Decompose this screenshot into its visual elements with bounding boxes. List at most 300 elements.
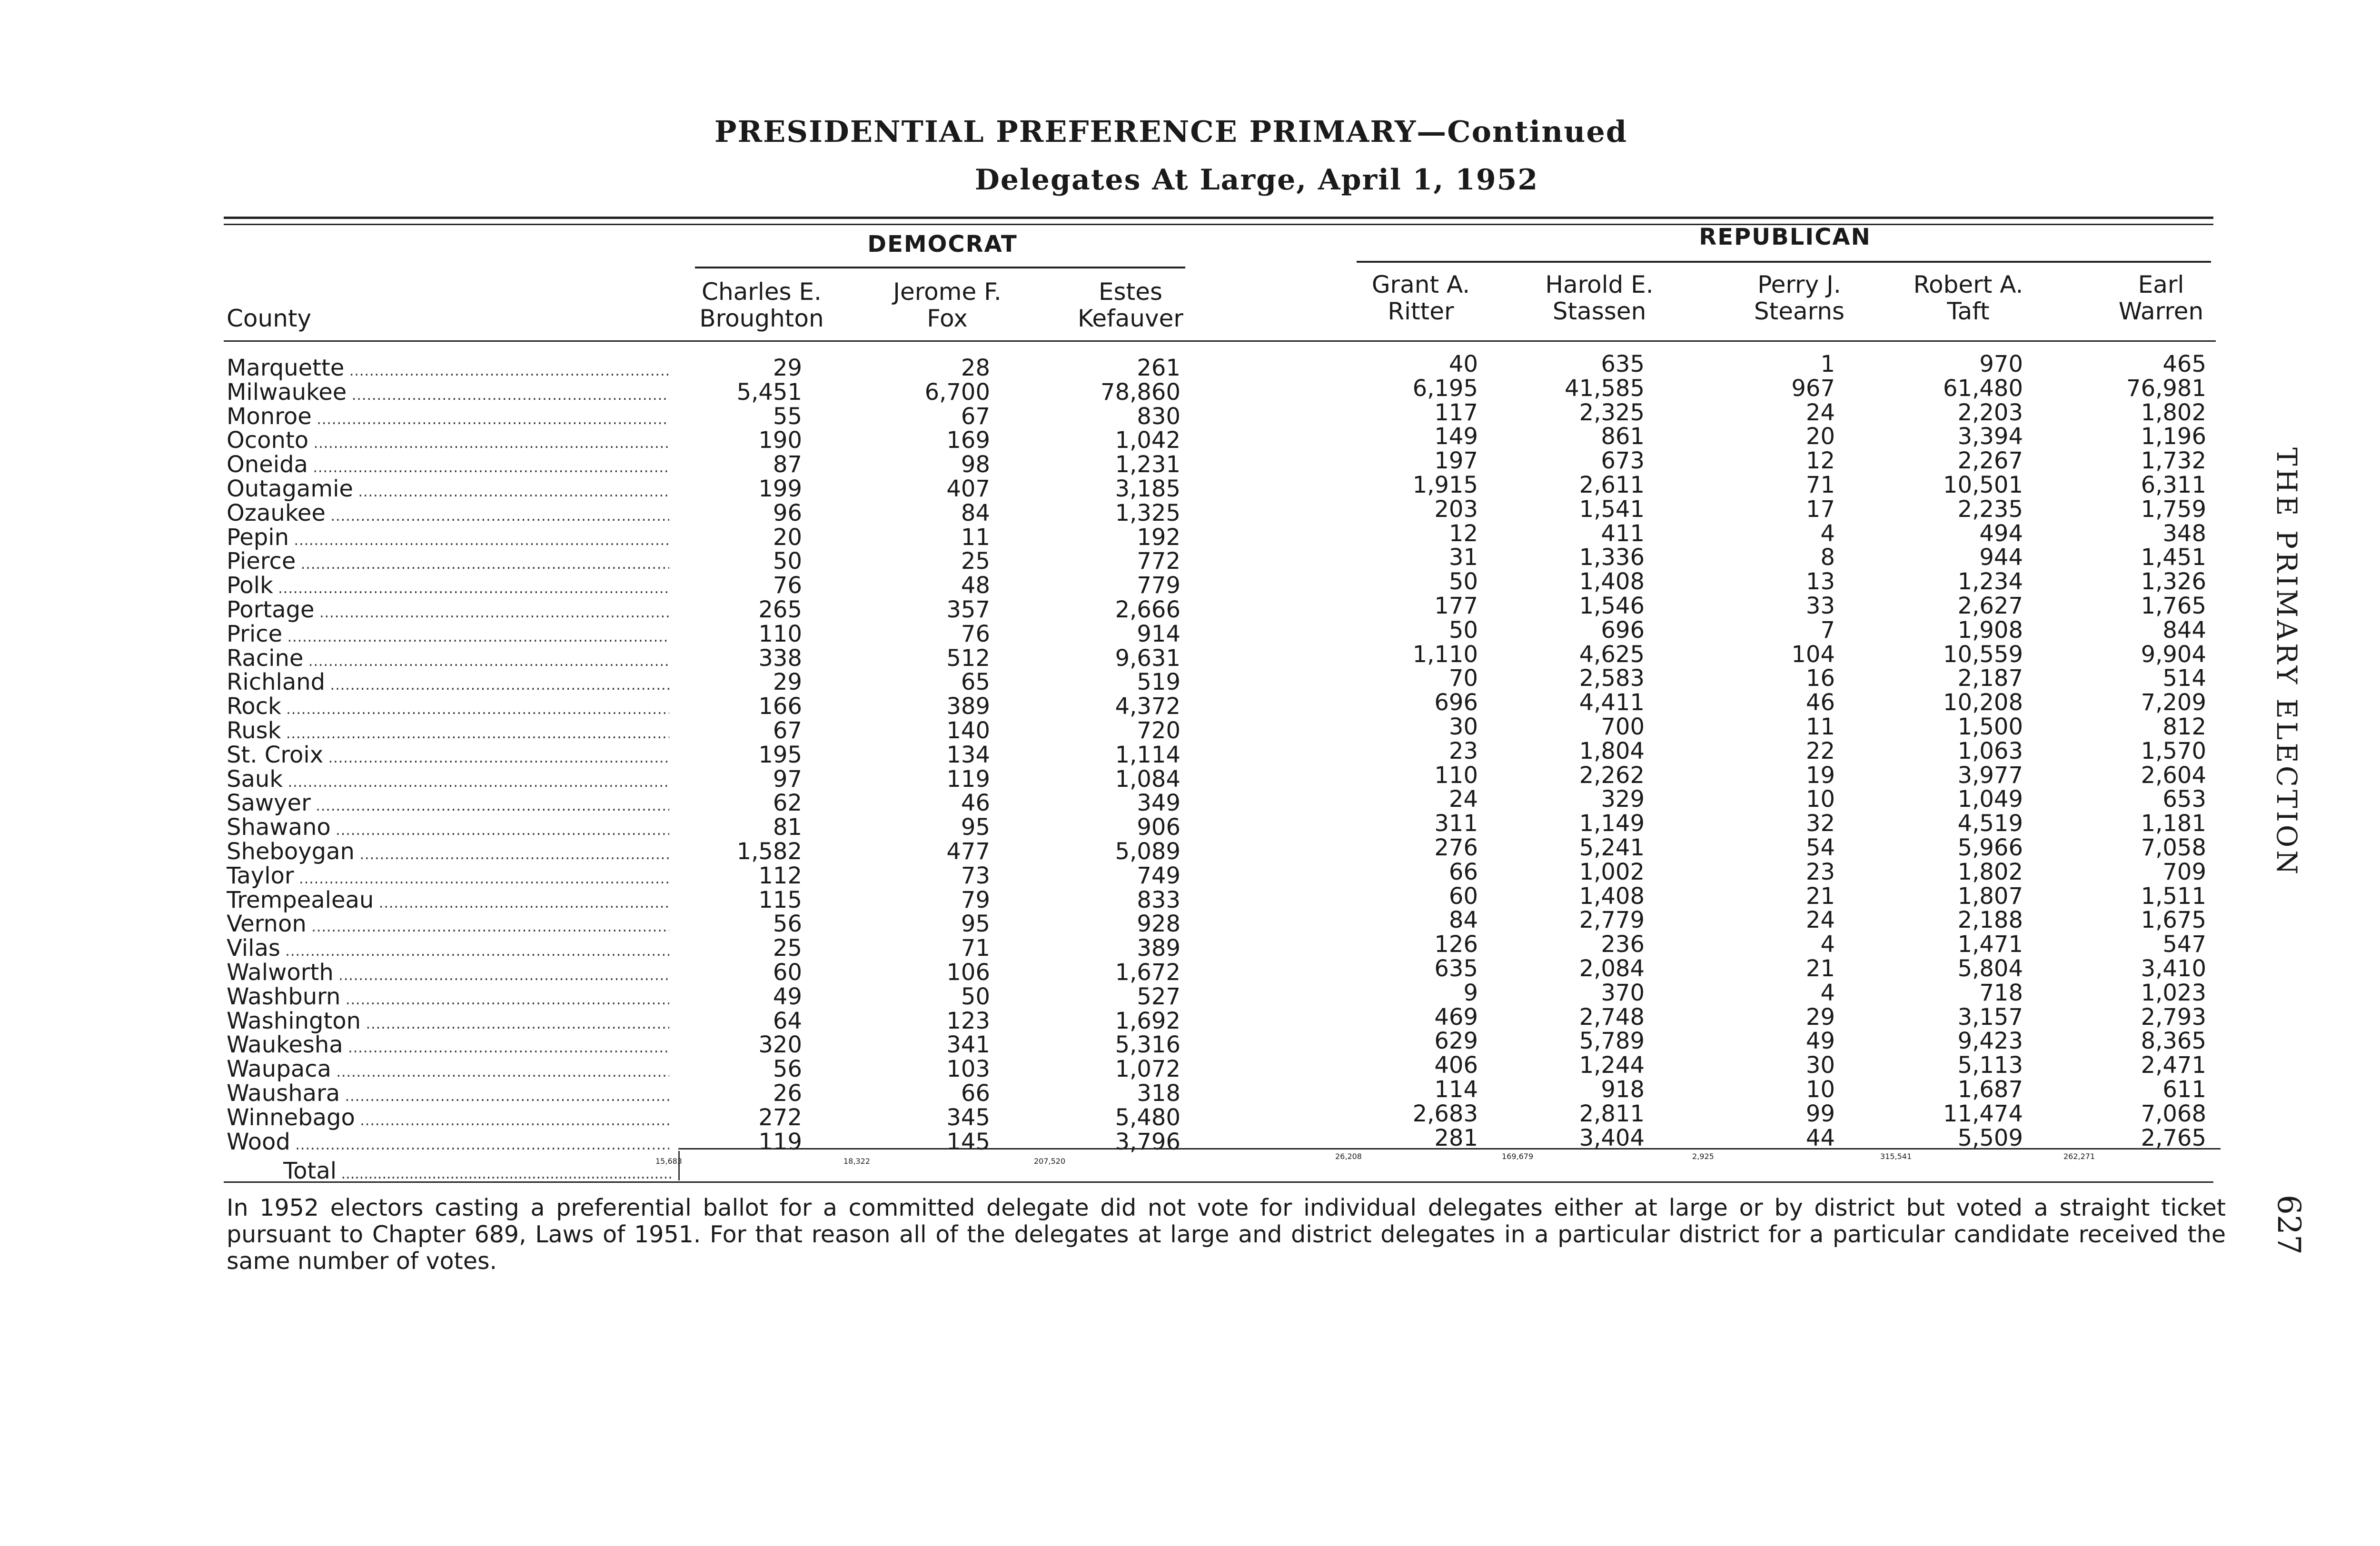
vote-cell: 6,700 — [924, 378, 990, 406]
vote-cell: 197 — [1434, 447, 1478, 475]
vote-cell: 9 — [1463, 979, 1478, 1006]
vote-cell: 1,807 — [1957, 882, 2023, 910]
vote-cell: 2,262 — [1579, 762, 1645, 789]
candidate-first-name: Grant A. — [1371, 271, 1470, 298]
vote-cell: 3,185 — [1115, 476, 1180, 502]
vote-cell: 177 — [1434, 593, 1478, 619]
vote-cell: 17 — [1805, 496, 1835, 523]
vote-cell: 60 — [773, 959, 802, 986]
vote-cell: 635 — [1601, 351, 1645, 377]
candidate-header — [1326, 271, 1516, 325]
vote-cell: 477 — [946, 838, 990, 865]
vote-cell: 5,451 — [736, 378, 802, 406]
county-name: Sawyer ..... — [227, 791, 669, 818]
vote-cell: 123 — [946, 1007, 990, 1034]
vote-cell: 329 — [1601, 786, 1645, 813]
vote-cell: 21 — [1805, 882, 1835, 910]
county-name: Shawano ..... — [227, 815, 669, 842]
vote-cell: 11 — [961, 524, 990, 551]
vote-cell: 2,611 — [1579, 472, 1645, 498]
vote-cell: 1,196 — [2141, 423, 2206, 450]
vote-cell: 16 — [1805, 665, 1835, 692]
vote-cell: 97 — [773, 765, 802, 793]
group-header-republican: REPUBLICAN — [1699, 224, 1871, 250]
vote-cell: 190 — [758, 427, 802, 454]
vote-cell: 20 — [773, 524, 802, 551]
vote-cell: 19 — [1805, 762, 1835, 789]
vote-cell: 2,267 — [1957, 447, 2023, 475]
vote-cell: 1,908 — [1957, 616, 2023, 644]
total-cell: 2,925 — [1692, 1152, 1714, 1161]
vote-cell: 112 — [758, 862, 802, 889]
vote-cell: 3,410 — [2141, 955, 2206, 982]
vote-cell: 261 — [1137, 355, 1180, 381]
vote-cell: 844 — [2162, 616, 2206, 644]
vote-cell: 10,559 — [1943, 641, 2023, 668]
vote-cell: 44 — [1805, 1124, 1835, 1151]
vote-cell: 4,411 — [1579, 689, 1645, 716]
vote-cell: 30 — [1805, 1052, 1835, 1079]
vote-cell: 95 — [961, 911, 990, 938]
vote-cell: 84 — [961, 499, 990, 526]
vote-cell: 25 — [961, 548, 990, 575]
vote-cell: 653 — [2162, 786, 2206, 813]
total-cell: 262,271 — [2063, 1152, 2095, 1161]
candidate-first-name: Jerome F. — [893, 278, 1002, 306]
candidate-first-name: Estes — [1098, 278, 1163, 306]
vote-cell: 320 — [758, 1031, 802, 1059]
total-cell: 18,322 — [843, 1157, 870, 1166]
county-name: Monroe ..... — [227, 405, 669, 432]
county-name: Wood ..... — [227, 1130, 669, 1157]
vote-cell: 861 — [1601, 423, 1645, 450]
candidate-first-name: Perry J. — [1757, 271, 1841, 298]
vote-cell: 99 — [1805, 1100, 1835, 1127]
candidate-last-name: Stearns — [1754, 297, 1845, 325]
vote-cell: 10 — [1805, 786, 1835, 813]
vote-cell: 12 — [1805, 447, 1835, 475]
vote-cell: 709 — [2162, 858, 2206, 885]
candidate-last-name: Stassen — [1552, 297, 1646, 325]
vote-cell: 370 — [1601, 979, 1645, 1006]
vote-cell: 119 — [758, 1128, 802, 1155]
candidate-header — [666, 278, 857, 332]
vote-cell: 46 — [961, 790, 990, 817]
vote-cell: 67 — [961, 403, 990, 430]
county-name: Sauk ..... — [227, 767, 669, 794]
vote-cell: 40 — [1448, 351, 1478, 377]
vote-cell: 71 — [1805, 472, 1835, 498]
vote-cell: 512 — [946, 644, 990, 672]
vote-cell: 7,068 — [2141, 1100, 2206, 1127]
candidate-header — [852, 278, 1042, 332]
vote-cell: 50 — [961, 983, 990, 1010]
total-cell: 169,679 — [1502, 1152, 1534, 1161]
vote-cell: 5,509 — [1957, 1124, 2023, 1151]
vote-cell: 281 — [1434, 1124, 1478, 1151]
vote-cell: 20 — [1805, 423, 1835, 450]
vote-cell: 3,157 — [1957, 1003, 2023, 1031]
vote-cell: 49 — [773, 983, 802, 1010]
vote-cell: 10 — [1805, 1076, 1835, 1103]
vote-cell: 1,732 — [2141, 447, 2206, 475]
vote-cell: 918 — [1601, 1076, 1645, 1103]
vote-cell: 2,604 — [2141, 762, 2206, 789]
county-name: Portage ..... — [227, 598, 669, 625]
vote-cell: 66 — [961, 1080, 990, 1107]
vote-cell: 114 — [1434, 1076, 1478, 1103]
vote-cell: 673 — [1601, 447, 1645, 475]
vote-cell: 1,759 — [2141, 496, 2206, 523]
vote-cell: 1,336 — [1579, 544, 1645, 571]
vote-cell: 2,471 — [2141, 1052, 2206, 1079]
vote-cell: 1,570 — [2141, 737, 2206, 764]
vote-cell: 8 — [1820, 544, 1835, 571]
vote-cell: 311 — [1434, 810, 1478, 837]
vote-cell: 106 — [946, 959, 990, 986]
vote-cell: 4 — [1820, 931, 1835, 958]
county-name: Washburn ..... — [227, 985, 669, 1012]
vote-cell: 519 — [1137, 669, 1180, 696]
vote-cell: 1,110 — [1412, 641, 1478, 668]
candidate-last-name: Broughton — [699, 305, 824, 332]
vote-cell: 1,234 — [1957, 568, 2023, 595]
vote-cell: 29 — [773, 669, 802, 696]
vote-cell: 134 — [946, 741, 990, 768]
title-subtitle: Delegates At Large, April 1, 1952 — [974, 163, 1539, 197]
county-name: Oconto ..... — [227, 428, 669, 456]
vote-cell: 192 — [1137, 524, 1180, 551]
vote-cell: 1,802 — [2141, 399, 2206, 426]
vote-cell: 12 — [1448, 520, 1478, 547]
vote-cell: 61,480 — [1943, 375, 2023, 402]
vote-cell: 2,084 — [1579, 955, 1645, 982]
county-name: Sheboygan ..... — [227, 840, 669, 867]
vote-cell: 1,149 — [1579, 810, 1645, 837]
vote-cell: 2,811 — [1579, 1100, 1645, 1127]
vote-cell: 1,181 — [2141, 810, 2206, 837]
vote-cell: 96 — [773, 499, 802, 526]
page-number: 627 — [2271, 1195, 2307, 1255]
candidate-header — [1504, 271, 1695, 325]
vote-cell: 10,501 — [1943, 472, 2023, 498]
county-name: Walworth ..... — [227, 961, 669, 988]
county-name: Rusk ..... — [227, 719, 669, 746]
county-name: Vernon ..... — [227, 912, 669, 939]
vote-cell: 830 — [1137, 403, 1180, 430]
vote-cell: 944 — [1979, 544, 2023, 571]
vote-cell: 1,582 — [736, 838, 802, 865]
vote-cell: 4 — [1820, 520, 1835, 547]
vote-cell: 349 — [1137, 790, 1180, 817]
candidate-last-name: Ritter — [1388, 297, 1454, 325]
vote-cell: 21 — [1805, 955, 1835, 982]
vote-cell: 345 — [946, 1104, 990, 1131]
candidate-last-name: Taft — [1947, 297, 1990, 325]
vote-cell: 65 — [961, 669, 990, 696]
total-cell: 26,208 — [1335, 1152, 1362, 1161]
vote-cell: 76 — [961, 620, 990, 647]
vote-cell: 22 — [1805, 737, 1835, 764]
vote-cell: 2,627 — [1957, 593, 2023, 619]
county-name: Vilas ..... — [227, 936, 669, 963]
candidate-first-name: Earl — [2138, 271, 2184, 298]
vote-cell: 406 — [1434, 1052, 1478, 1079]
vote-cell: 26 — [773, 1080, 802, 1107]
vote-cell: 236 — [1601, 931, 1645, 958]
vote-cell: 494 — [1979, 520, 2023, 547]
vote-cell: 9,904 — [2141, 641, 2206, 668]
vote-cell: 23 — [1805, 858, 1835, 885]
county-name: Taylor ..... — [227, 864, 669, 891]
vote-cell: 3,977 — [1957, 762, 2023, 789]
county-name: Oneida ..... — [227, 453, 669, 480]
page-title — [0, 114, 2380, 197]
vote-cell: 126 — [1434, 931, 1478, 958]
vote-cell: 5,089 — [1115, 838, 1180, 865]
vote-cell: 24 — [1805, 907, 1835, 934]
vote-cell: 1,765 — [2141, 593, 2206, 619]
vote-cell: 2,666 — [1115, 596, 1180, 623]
vote-cell: 5,113 — [1957, 1052, 2023, 1079]
vote-cell: 33 — [1805, 593, 1835, 619]
vote-cell: 2,748 — [1579, 1003, 1645, 1031]
candidate-header — [1873, 271, 2063, 325]
vote-cell: 28 — [961, 355, 990, 381]
total-left-divider — [678, 1151, 680, 1180]
vote-cell: 348 — [2162, 520, 2206, 547]
republican-underline — [1357, 261, 2211, 263]
county-name: Ozaukee ..... — [227, 501, 669, 528]
vote-cell: 67 — [773, 717, 802, 744]
vote-cell: 5,804 — [1957, 955, 2023, 982]
county-name: Price ..... — [227, 622, 669, 649]
group-header-democrat: DEMOCRAT — [867, 231, 1018, 258]
vote-cell: 56 — [773, 1056, 802, 1083]
vote-cell: 73 — [961, 862, 990, 889]
vote-cell: 1,672 — [1115, 959, 1180, 986]
vote-cell: 110 — [758, 620, 802, 647]
vote-cell: 199 — [758, 476, 802, 502]
vote-cell: 60 — [1448, 882, 1478, 910]
vote-cell: 928 — [1137, 911, 1180, 938]
vote-cell: 76 — [773, 572, 802, 599]
vote-cell: 318 — [1137, 1080, 1180, 1107]
vote-cell: 2,188 — [1957, 907, 2023, 934]
vote-cell: 48 — [961, 572, 990, 599]
vote-cell: 71 — [961, 935, 990, 962]
vote-cell: 95 — [961, 814, 990, 841]
vote-cell: 2,779 — [1579, 907, 1645, 934]
vote-cell: 4,372 — [1115, 693, 1180, 720]
vote-cell: 1,002 — [1579, 858, 1645, 885]
vote-cell: 23 — [1448, 737, 1478, 764]
vote-cell: 32 — [1805, 810, 1835, 837]
vote-cell: 389 — [1137, 935, 1180, 962]
vote-cell: 833 — [1137, 886, 1180, 913]
vote-cell: 1,084 — [1115, 765, 1180, 793]
county-name: Milwaukee ..... — [227, 380, 669, 407]
vote-cell: 779 — [1137, 572, 1180, 599]
vote-cell: 5,789 — [1579, 1028, 1645, 1055]
candidate-first-name: Charles E. — [702, 278, 822, 306]
top-rule — [224, 217, 2213, 219]
vote-cell: 87 — [773, 451, 802, 478]
table-row — [0, 1124, 2237, 1155]
vote-cell: 31 — [1448, 544, 1478, 571]
vote-cell: 1,244 — [1579, 1052, 1645, 1079]
vote-cell: 41,585 — [1565, 375, 1645, 402]
vote-cell: 1,326 — [2141, 568, 2206, 595]
vote-cell: 547 — [2162, 931, 2206, 958]
vote-cell: 110 — [1434, 762, 1478, 789]
democrat-underline — [695, 267, 1185, 268]
candidate-last-name: Warren — [2118, 297, 2204, 325]
vote-cell: 2,235 — [1957, 496, 2023, 523]
vote-cell: 2,583 — [1579, 665, 1645, 692]
vote-cell: 4 — [1820, 979, 1835, 1006]
county-name: St. Croix ..... — [227, 743, 669, 770]
candidate-last-name: Fox — [927, 305, 968, 332]
vote-cell: 1,802 — [1957, 858, 2023, 885]
county-name: Waushara ..... — [227, 1081, 669, 1109]
vote-cell: 967 — [1791, 375, 1835, 402]
county-name: Rock ..... — [227, 694, 669, 722]
vote-cell: 1,408 — [1579, 882, 1645, 910]
candidate-header — [1035, 278, 1226, 332]
county-name: Racine ..... — [227, 646, 669, 674]
vote-cell: 772 — [1137, 548, 1180, 575]
vote-cell: 357 — [946, 596, 990, 623]
vote-cell: 1,511 — [2141, 882, 2206, 910]
vote-cell: 2,683 — [1412, 1100, 1478, 1127]
vote-cell: 140 — [946, 717, 990, 744]
vote-cell: 104 — [1791, 641, 1835, 668]
candidate-header — [2066, 271, 2256, 325]
vote-cell: 276 — [1434, 834, 1478, 861]
vote-cell: 2,325 — [1579, 399, 1645, 426]
total-label: Total ..... — [283, 1159, 674, 1186]
vote-cell: 1,063 — [1957, 737, 2023, 764]
vote-cell: 1,687 — [1957, 1076, 2023, 1103]
vote-cell: 203 — [1434, 496, 1478, 523]
vote-cell: 70 — [1448, 665, 1478, 692]
vote-cell: 9,423 — [1957, 1028, 2023, 1055]
county-name: Outagamie ..... — [227, 477, 669, 504]
candidate-first-name: Harold E. — [1545, 271, 1654, 298]
vote-cell: 272 — [758, 1104, 802, 1131]
county-name: Trempealeau ..... — [227, 888, 669, 915]
vote-cell: 629 — [1434, 1028, 1478, 1055]
vote-cell: 195 — [758, 741, 802, 768]
vote-cell: 635 — [1434, 955, 1478, 982]
vote-cell: 6,311 — [2141, 472, 2206, 498]
vote-cell: 5,316 — [1115, 1031, 1180, 1059]
vote-cell: 1,915 — [1412, 472, 1478, 498]
vote-cell: 4,625 — [1579, 641, 1645, 668]
vote-cell: 718 — [1979, 979, 2023, 1006]
vote-cell: 2,765 — [2141, 1124, 2206, 1151]
vote-cell: 66 — [1448, 858, 1478, 885]
vote-cell: 906 — [1137, 814, 1180, 841]
header-rule — [224, 340, 2216, 342]
vote-cell: 119 — [946, 765, 990, 793]
county-name: Marquette ..... — [227, 356, 669, 383]
vote-cell: 700 — [1601, 714, 1645, 740]
vote-cell: 720 — [1137, 717, 1180, 744]
vote-cell: 169 — [946, 427, 990, 454]
vote-cell: 469 — [1434, 1003, 1478, 1031]
county-name: Winnebago ..... — [227, 1106, 669, 1133]
vote-cell: 46 — [1805, 689, 1835, 716]
county-column-header: County — [227, 305, 312, 332]
vote-cell: 527 — [1137, 983, 1180, 1010]
vote-cell: 13 — [1805, 568, 1835, 595]
county-name: Waukesha ..... — [227, 1033, 669, 1060]
vote-cell: 1,042 — [1115, 427, 1180, 454]
total-cell: 15,683 — [655, 1157, 682, 1166]
vote-cell: 1,471 — [1957, 931, 2023, 958]
vote-cell: 166 — [758, 693, 802, 720]
vote-cell: 78,860 — [1101, 378, 1180, 406]
vote-cell: 9,631 — [1115, 644, 1180, 672]
vote-cell: 1,049 — [1957, 786, 2023, 813]
title-main: PRESIDENTIAL PREFERENCE PRIMARY—Continued — [714, 114, 1628, 149]
vote-cell: 76,981 — [2126, 375, 2206, 402]
vote-cell: 1 — [1820, 351, 1835, 377]
vote-cell: 1,546 — [1579, 593, 1645, 619]
vote-cell: 970 — [1979, 351, 2023, 377]
vote-cell: 11 — [1805, 714, 1835, 740]
vote-cell: 3,404 — [1579, 1124, 1645, 1151]
county-name: Waupaca ..... — [227, 1057, 669, 1084]
vote-cell: 914 — [1137, 620, 1180, 647]
vote-cell: 696 — [1601, 616, 1645, 644]
candidate-first-name: Robert A. — [1913, 271, 2023, 298]
vote-cell: 749 — [1137, 862, 1180, 889]
vote-cell: 1,451 — [2141, 544, 2206, 571]
vote-cell: 10,208 — [1943, 689, 2023, 716]
footnote: In 1952 electors casting a preferential ballot for a committed delegate did not vote for individual delegates either at large or by district but voted a straight ticket pursuant to Chapter 689, Laws of 1951. For that reason all of the delegates at large and district delegates in a particular district for a particular candidate received the same number of votes. — [227, 1194, 2226, 1275]
county-name: Pepin ..... — [227, 525, 669, 553]
vote-cell: 1,804 — [1579, 737, 1645, 764]
vote-cell: 1,675 — [2141, 907, 2206, 934]
vote-cell: 1,114 — [1115, 741, 1180, 768]
vote-cell: 1,325 — [1115, 499, 1180, 526]
vote-cell: 54 — [1805, 834, 1835, 861]
vote-cell: 1,072 — [1115, 1056, 1180, 1083]
vote-cell: 103 — [946, 1056, 990, 1083]
vote-cell: 29 — [1805, 1003, 1835, 1031]
vote-cell: 7,058 — [2141, 834, 2206, 861]
vote-cell: 5,966 — [1957, 834, 2023, 861]
vote-cell: 7 — [1820, 616, 1835, 644]
vote-cell: 5,241 — [1579, 834, 1645, 861]
vote-cell: 25 — [773, 935, 802, 962]
total-cell: 207,520 — [1034, 1157, 1066, 1166]
vote-cell: 465 — [2162, 351, 2206, 377]
vote-cell: 62 — [773, 790, 802, 817]
vote-cell: 64 — [773, 1007, 802, 1034]
vote-cell: 79 — [961, 886, 990, 913]
county-name: Richland ..... — [227, 670, 669, 697]
vote-cell: 2,203 — [1957, 399, 2023, 426]
vote-cell: 2,793 — [2141, 1003, 2206, 1031]
vote-cell: 1,231 — [1115, 451, 1180, 478]
vote-cell: 338 — [758, 644, 802, 672]
vote-cell: 3,796 — [1115, 1128, 1180, 1155]
vote-cell: 341 — [946, 1031, 990, 1059]
